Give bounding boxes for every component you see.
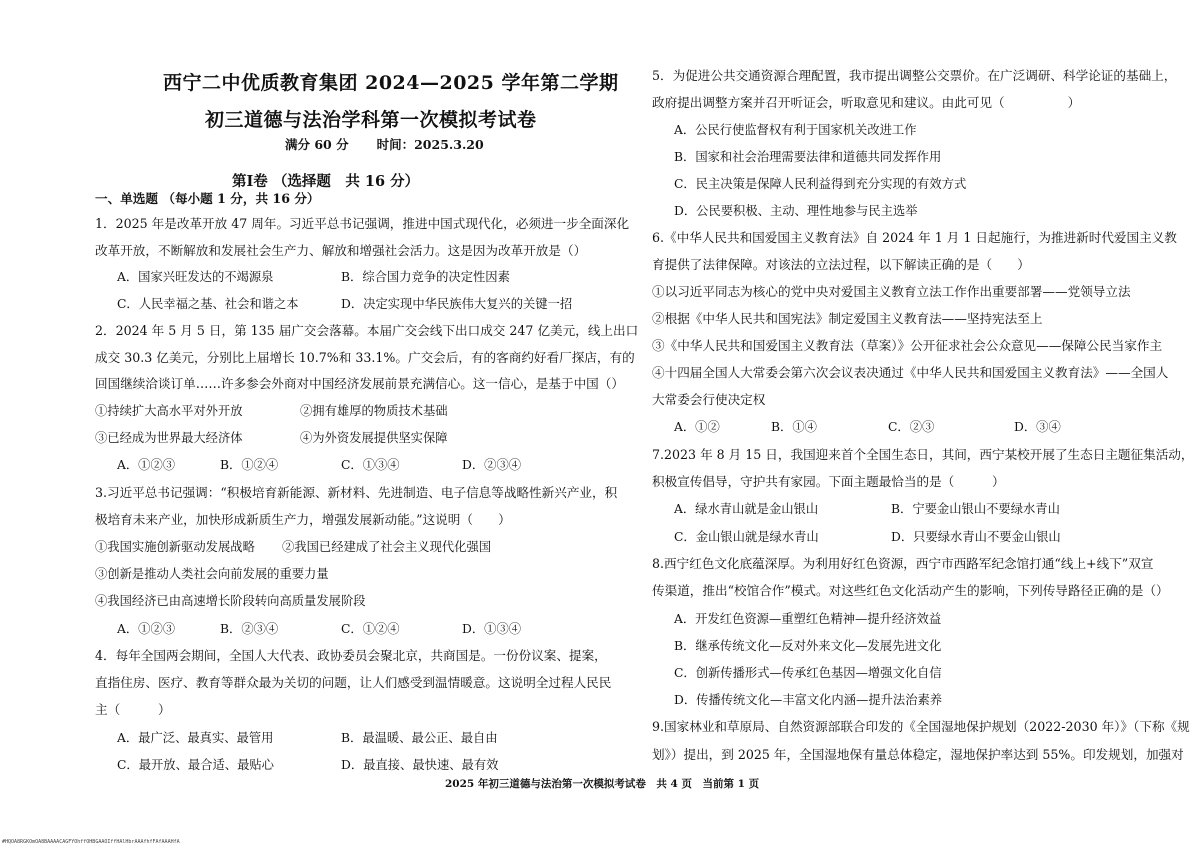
q4-option-c: C．最开放、最合适、最贴心 bbox=[117, 758, 274, 772]
q4-option-b: B．最温暖、最公正、最自由 bbox=[341, 731, 498, 745]
q7-option-d: D．只要绿水青山不要金山银山 bbox=[891, 530, 1061, 544]
q6-line2: 育提供了法律保障。对该法的立法过程，以下解读正确的是（ ） bbox=[652, 257, 1030, 272]
q3-line1: 3.习近平总书记强调：“积极培育新能源、新材料、先进制造、电子信息等战略性新兴产业，积 bbox=[95, 485, 618, 500]
q5-line2: 政府提出调整方案并召开听证会，听取意见和建议。由此可见（ ） bbox=[652, 95, 1081, 110]
q1-option-a: A．国家兴旺发达的不竭源泉 bbox=[117, 270, 274, 284]
q4-option-a: A．最广泛、最真实、最管用 bbox=[117, 731, 274, 745]
q3-item-4: ④我国经济已由高速增长阶段转向高质量发展阶段 bbox=[95, 594, 366, 608]
q2-option-b: B．①②④ bbox=[220, 458, 279, 472]
exam-title-line2: 初三道德与法治学科第一次模拟考试卷 bbox=[205, 109, 537, 131]
q8-option-b: B．继承传统文化—反对外来文化—发展先进文化 bbox=[674, 639, 942, 653]
q2-option-c: C．①③④ bbox=[341, 458, 400, 472]
q2-line2: 成交 30.3 亿美元，分别比上届增长 10.7%和 33.1%。广交会后，有的客商约好看厂探店，有的 bbox=[95, 350, 635, 365]
q6-item-4: ④十四届全国人大常委会第六次会议表决通过《中华人民共和国爱国主义教育法》——全国人 bbox=[652, 365, 1169, 380]
q8-option-a: A．开发红色资源—重塑红色精神—提升经济效益 bbox=[674, 612, 942, 626]
q2-line3: 回国继续洽谈订单……许多参会外商对中国经济发展前景充满信心。这一信心，是基于中国（） bbox=[95, 376, 624, 391]
q5-option-d: D．公民要积极、主动、理性地参与民主选举 bbox=[674, 204, 918, 218]
full-score: 满分 60 分 bbox=[285, 137, 349, 152]
q6-item-3: ③《中华人民共和国爱国主义教育法（草案）》公开征求社会公众意见——保障公民当家作主 bbox=[652, 338, 1163, 353]
q6-option-a: A．①② bbox=[674, 420, 720, 434]
q1-line2: 改革开放，不断解放和发展社会生产力、解放和增强社会活力。这是因为改革开放是（） bbox=[95, 243, 587, 258]
q1-option-c: C．人民幸福之基、社会和谐之本 bbox=[117, 297, 299, 311]
page-footer: 2025 年初三道德与法治第一次模拟考试卷 共 4 页 当前第 1 页 bbox=[445, 778, 760, 790]
exam-time: 时间：2025.3.20 bbox=[376, 137, 484, 152]
q6-item-1: ①以习近平同志为核心的党中央对爱国主义教育立法工作作出重要部署——党领导立法 bbox=[652, 284, 1131, 299]
q8-line2: 传渠道，推出“校馆合作”模式。对这些红色文化活动产生的影响，下列传导路径正确的是（） bbox=[652, 583, 1169, 598]
q2-item-1: ①持续扩大高水平对外开放 bbox=[95, 404, 243, 418]
q2-line1: 2．2024 年 5 月 5 日，第 135 届广交会落幕。本届广交会线下出口成交 247 亿美元，线上出口 bbox=[95, 323, 639, 338]
q3-option-a: A．①②③ bbox=[117, 622, 176, 636]
q6-item-4-cont: 大常委会行使决定权 bbox=[652, 392, 766, 407]
q3-item-1: ①我国实施创新驱动发展战略 bbox=[95, 540, 255, 554]
q5-line1: 5．为促进公共交通资源合理配置，我市提出调整公交票价。在广泛调研、科学论证的基础上， bbox=[652, 68, 1177, 83]
q9-line2: 划》）提出，到 2025 年，全国湿地保有量总体稳定，湿地保护率达到 55%。印发规划，加强对 bbox=[652, 747, 1184, 762]
q3-item-2: ②我国已经建成了社会主义现代化强国 bbox=[282, 540, 492, 554]
q2-item-3: ③已经成为世界最大经济体 bbox=[95, 431, 243, 445]
q1-option-d: D．决定实现中华民族伟大复兴的关键一招 bbox=[341, 297, 573, 311]
q4-line2: 直指住房、医疗、教育等群众最为关切的问题，让人们感受到温情暖意。这说明全过程人民民 bbox=[95, 675, 612, 690]
q4-option-d: D．最直接、最快速、最有效 bbox=[341, 758, 499, 772]
q6-option-b: B．①④ bbox=[771, 420, 817, 434]
q9-line1: 9.国家林业和草原局、自然资源部联合印发的《全国湿地保护规划（2022-2030 年）》（下称《规 bbox=[652, 719, 1190, 734]
section-heading: 一、单选题 （每小题 1 分，共 16 分） bbox=[95, 191, 320, 206]
q1-option-b: B．综合国力竞争的决定性因素 bbox=[341, 270, 510, 284]
volume-heading: 第Ⅰ卷 （选择题 共 16 分） bbox=[232, 173, 420, 190]
q3-option-d: D．①③④ bbox=[462, 622, 522, 636]
exam-title-line1: 西宁二中优质教育集团 2024—2025 学年第二学期 bbox=[163, 72, 619, 94]
q2-item-4: ④为外资发展提供坚实保障 bbox=[300, 431, 448, 445]
q7-option-a: A．绿水青山就是金山银山 bbox=[674, 502, 819, 516]
q2-option-d: D．②③④ bbox=[462, 458, 522, 472]
q7-option-c: C．金山银山就是绿水青山 bbox=[674, 530, 819, 544]
q2-option-a: A．①②③ bbox=[117, 458, 176, 472]
q6-option-d: D．③④ bbox=[1014, 420, 1061, 434]
q6-line1: 6.《中华人民共和国爱国主义教育法》自 2024 年 1 月 1 日起施行，为推进新时代爱国主义教 bbox=[652, 230, 1177, 245]
q7-option-b: B．宁要金山银山不要绿水青山 bbox=[891, 502, 1060, 516]
q3-option-b: B．②③④ bbox=[220, 622, 279, 636]
q6-item-2: ②根据《中华人民共和国宪法》制定爱国主义教育法——坚持宪法至上 bbox=[652, 311, 1043, 326]
q7-line1: 7.2023 年 8 月 15 日，我国迎来首个全国生态日，其间，西宁某校开展了生态日主题征集活动， bbox=[652, 447, 1194, 462]
q5-option-c: C．民主决策是保障人民利益得到充分实现的有效方式 bbox=[674, 177, 967, 191]
q8-option-d: D．传播传统文化—丰富文化内涵—提升法治素养 bbox=[674, 693, 943, 707]
q5-option-a: A．公民行使监督权有利于国家机关改进工作 bbox=[674, 123, 917, 137]
q6-option-c: C．②③ bbox=[888, 420, 935, 434]
q4-line3: 主（ ） bbox=[95, 702, 171, 717]
q8-option-c: C．创新传播形式—传承红色基因—增强文化自信 bbox=[674, 666, 942, 680]
q3-item-3: ③创新是推动人类社会向前发展的重要力量 bbox=[95, 567, 329, 581]
q3-option-c: C．①②④ bbox=[341, 622, 400, 636]
q8-line1: 8.西宁红色文化底蕴深厚。为利用好红色资源，西宁市西路军纪念馆打通“线上+线下”双宣 bbox=[652, 556, 1154, 571]
q1-line1: 1．2025 年是改革开放 47 周年。习近平总书记强调，推进中国式现代化，必须进一步全面深化 bbox=[95, 216, 630, 231]
q4-line1: 4．每年全国两会期间，全国人大代表、政协委员会聚北京，共商国是。一份份议案、提案， bbox=[95, 648, 607, 663]
scan-code-text: #HQOA8RGKOmOA8BAAAACAGFYOhffOHBGAAOIffHAlHbrAAAfhfFAfAAAHfA bbox=[2, 839, 180, 845]
exam-meta bbox=[285, 135, 484, 153]
q3-line2: 极培育未来产业，加快形成新质生产力，增强发展新动能。”这说明（ ） bbox=[95, 512, 511, 527]
q2-item-2: ②拥有雄厚的物质技术基础 bbox=[300, 404, 448, 418]
q5-option-b: B．国家和社会治理需要法律和道德共同发挥作用 bbox=[674, 150, 942, 164]
q7-line2: 积极宣传倡导，守护共有家园。下面主题最恰当的是（ ） bbox=[652, 474, 1005, 489]
